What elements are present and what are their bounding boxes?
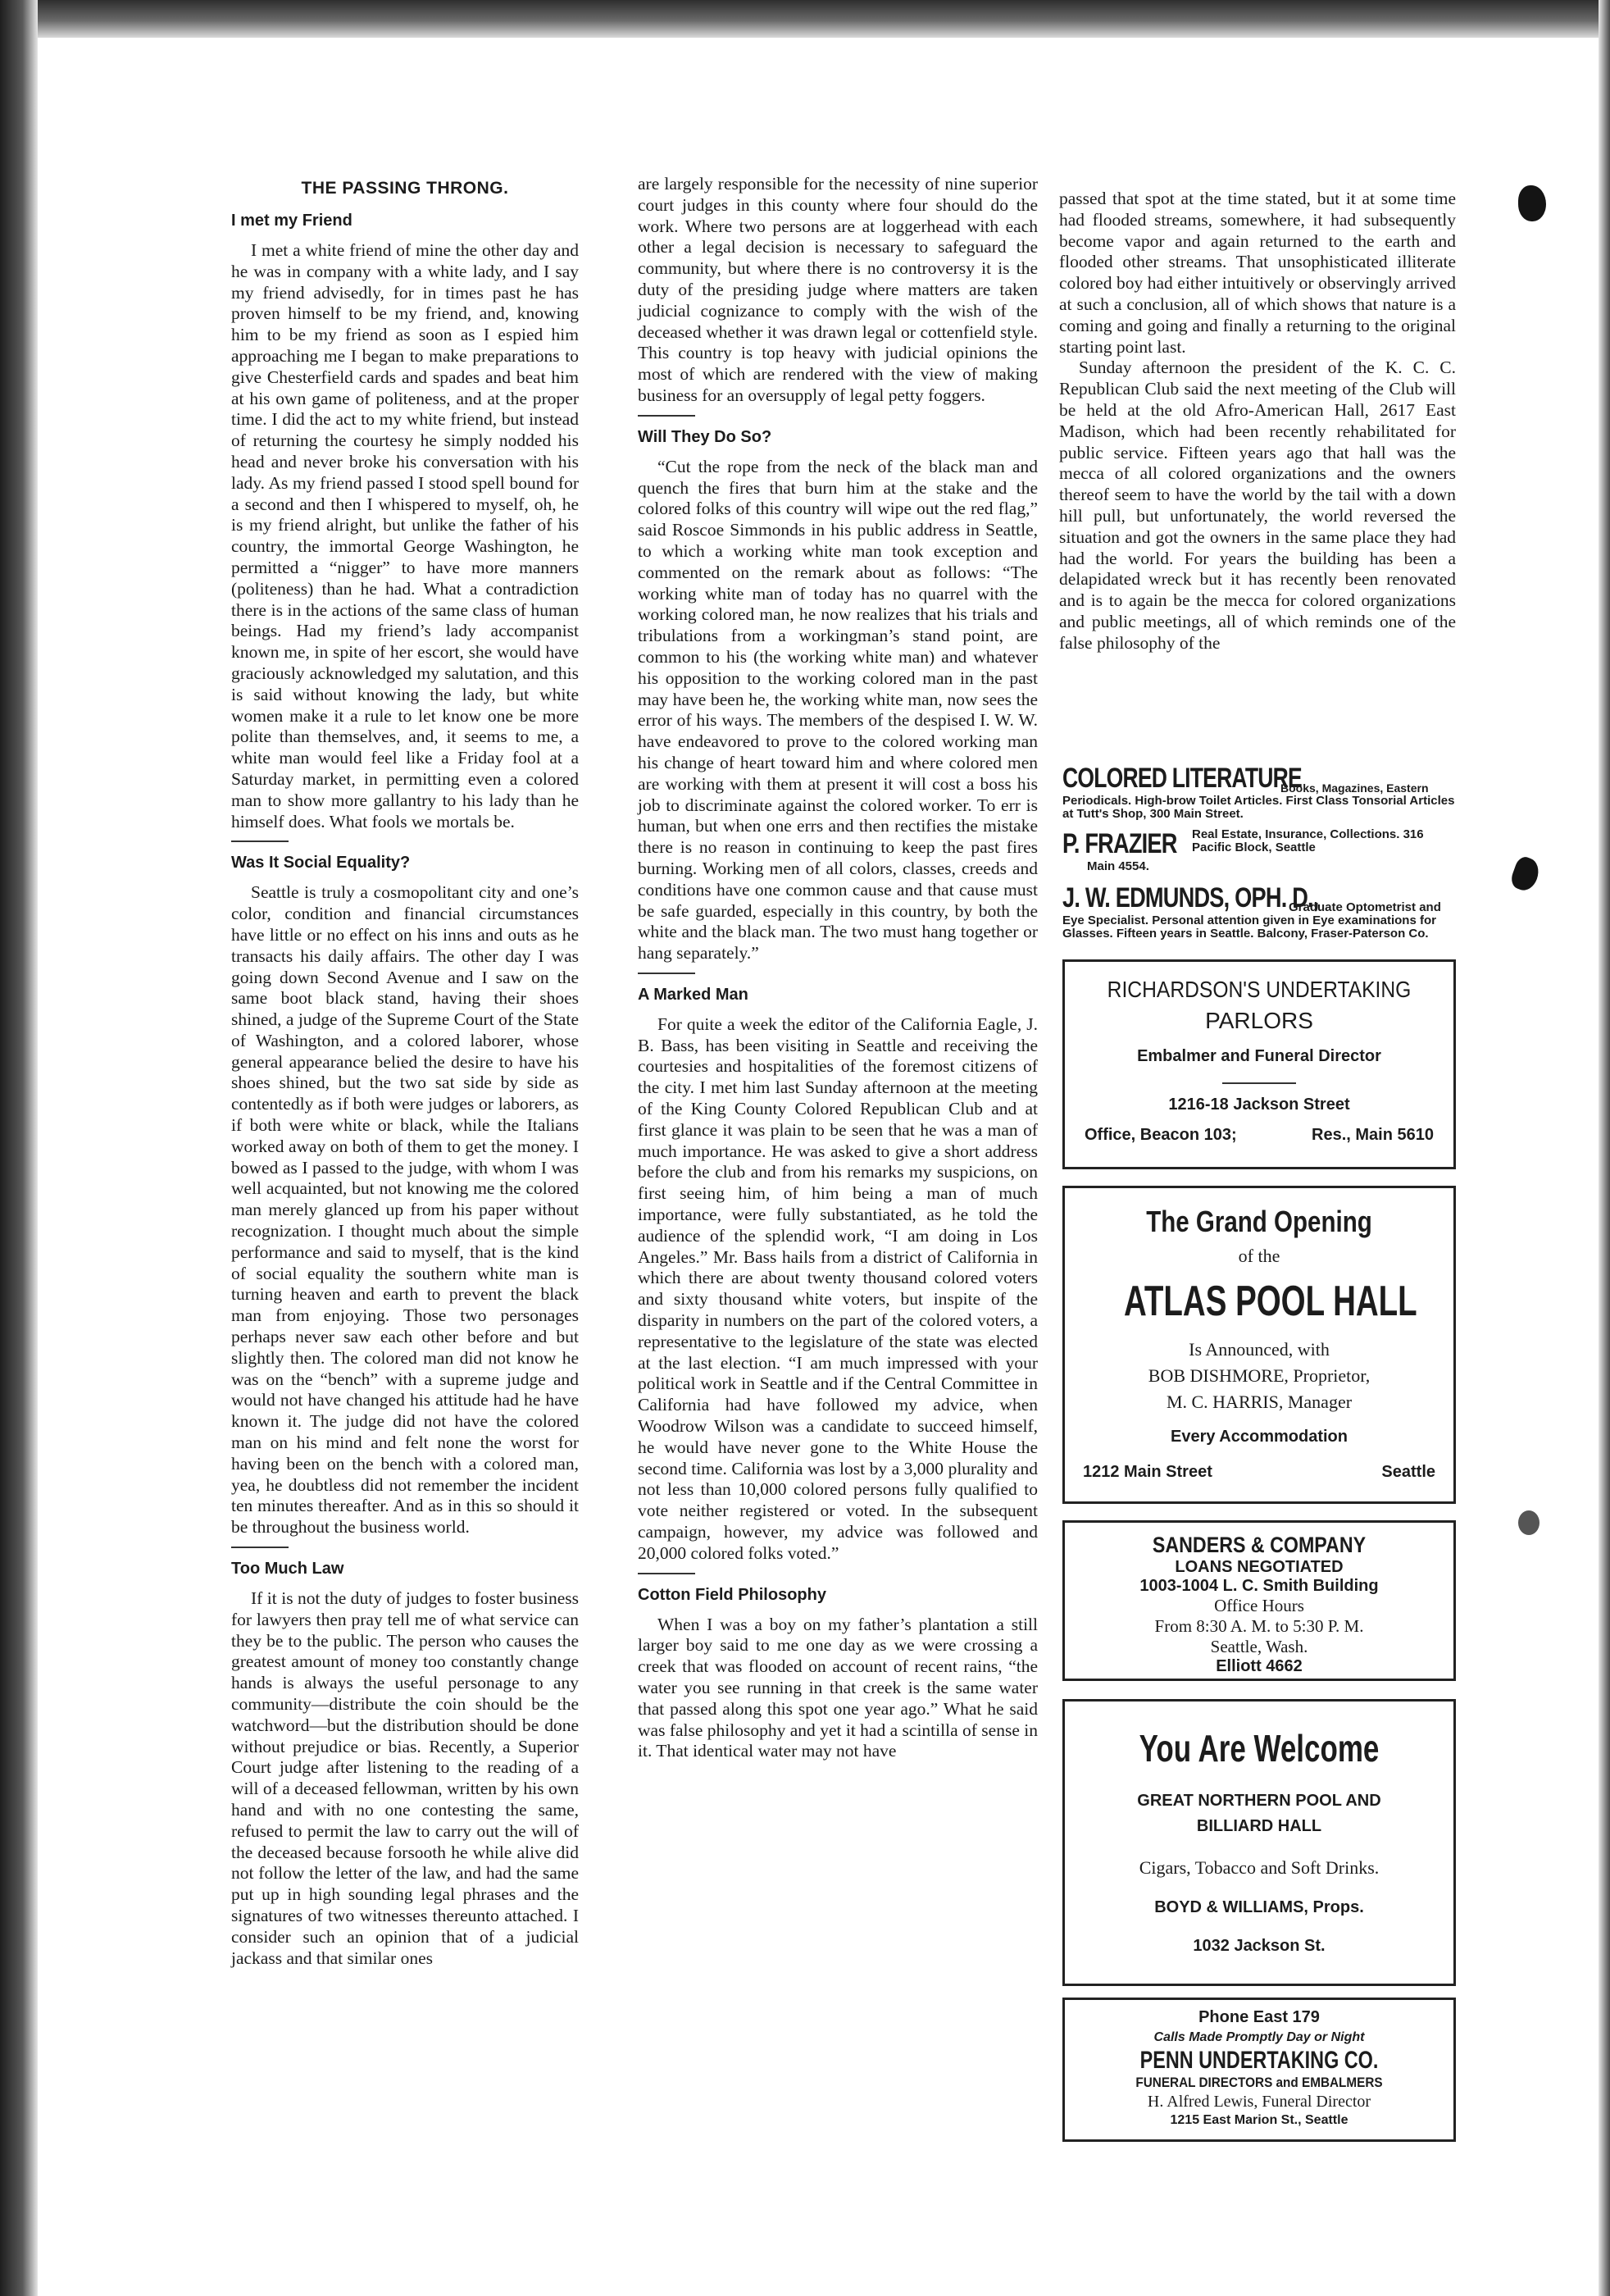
ad-text: H. Alfred Lewis, Funeral Director xyxy=(1147,2093,1371,2111)
ad-frazier xyxy=(1062,828,1456,873)
ad-text: Eye Specialist. Personal attention given in Eye examinations for Glasses. Fifteen years in Seattle. Balcony, Fraser-Paterson Co. xyxy=(1062,913,1436,941)
ad-title: ATLAS POOL HALL xyxy=(1123,1278,1417,1325)
article-paragraph: When I was a boy on my father’s plantation a still larger boy said to me one day as we were crossing a creek that was flooded on account of recent rains, “the water you see running in that creek is the same water that passed along this spot one year ago.” What he said was false philosophy and yet it had a scintilla of sense in it. That identical water may not have xyxy=(638,1614,1038,1761)
ad-title: P. FRAZIER xyxy=(1062,828,1177,859)
ink-blot xyxy=(1518,1510,1540,1535)
ad-text: Calls Made Promptly Day or Night xyxy=(1153,2030,1365,2044)
section-divider xyxy=(638,973,695,974)
ad-subtitle: FUNERAL DIRECTORS and EMBALMERS xyxy=(1135,2075,1383,2090)
ink-blot xyxy=(1518,185,1546,221)
ad-text: Office Hours xyxy=(1214,1596,1304,1615)
ad-address: 1216-18 Jackson Street xyxy=(1168,1096,1350,1114)
section-heading: A Marked Man xyxy=(638,985,748,1004)
ad-text: BOYD & WILLIAMS, Props. xyxy=(1154,1898,1364,1916)
ad-subtitle: LOANS NEGOTIATED xyxy=(1175,1558,1344,1576)
section-heading: Too Much Law xyxy=(231,1560,344,1578)
ad-phone: Phone East 179 xyxy=(1198,2008,1320,2026)
ad-penn-undertaking xyxy=(1062,1998,1456,2142)
ad-text: BOB DISHMORE, Proprietor, xyxy=(1148,1365,1371,1386)
section-heading: Will They Do So? xyxy=(638,427,772,446)
section-heading: Was It Social Equality? xyxy=(231,854,411,872)
ad-richardson xyxy=(1062,959,1456,1169)
ink-blot xyxy=(1508,854,1543,894)
scan-edge-top xyxy=(0,0,1610,38)
ad-colored-literature xyxy=(1062,763,1456,821)
ad-text: Graduate Optometrist and xyxy=(1289,900,1441,914)
ad-address: 1032 Jackson St. xyxy=(1193,1937,1326,1955)
column-3 xyxy=(1059,189,1456,654)
ad-title: The Grand Opening xyxy=(1146,1205,1372,1238)
article-paragraph: passed that spot at the time stated, but it at some time had flooded streams, somewhere, it had subsequently become vapor and again returned to the earth and flooded other streams. That unsophisticated illiterate colored boy had either intuitively or observingly arrived at such a conclusion, all of which shows that nature is a coming and going and finally a returning to the original starting point last. xyxy=(1059,189,1456,357)
ad-title: PENN UNDERTAKING CO. xyxy=(1139,2047,1379,2074)
ad-text: Is Announced, with xyxy=(1189,1339,1330,1360)
ad-title: SANDERS & COMPANY xyxy=(1152,1533,1367,1557)
column-1 xyxy=(231,174,579,1969)
ad-text: Every Accommodation xyxy=(1171,1428,1348,1446)
masthead: THE PASSING THRONG. xyxy=(301,179,509,198)
ad-text: of the xyxy=(1238,1246,1280,1266)
ad-text: Books, Magazines, Eastern xyxy=(1280,781,1429,795)
ad-phone: Main 4554. xyxy=(1087,859,1149,873)
article-paragraph: Seattle is truly a cosmopolitant city and one’s color, condition and financial circumstances have little or no effect on his inns and outs as he transacts his daily affairs. The other day I was going down Second Avenue and I saw on the same boot black stand, having their shoes shined, a judge of the Supreme Court of the State of Washington, and a colored laborer, whose general appearance belied the desire to have his shoes shined, but the two sat side by side as contentedly as if both were judges or laborers, as if both were white or black, while the Italians worked away on both of them to get the money. I bowed as I passed to the judge, with whom I was well acquainted, but not knowing me the colored man merely glanced up from his paper without recognization. I thought much about the simple performance and said to myself, that is the kind of social equality the southern white man is turning heaven and earth to prevent the black man from enjoying. Those two personages perhaps never saw each other before and but slightly then. The colored man did not know he was on the “bench” with a supreme judge and would not have changed his attitude had he have known it. The judge did not have the colored man on his mind and felt none the worst for having been on the bench with a colored man, yea, he doubtless did not remember the incident ten minutes thereafter. And as in this so should it be throughout the business world. xyxy=(231,882,579,1538)
ad-text: Real Estate, Insurance, Collections. 316 Pacific Block, Seattle xyxy=(1192,827,1424,854)
ad-great-northern xyxy=(1062,1699,1456,1986)
ad-subtitle: GREAT NORTHERN POOL AND xyxy=(1137,1792,1381,1810)
article-paragraph: Sunday afternoon the president of the K. C. C. Republican Club said the next meeting of the Club will be held at the old Afro-American Hall, 2617 East Madison, which had been recently rehabilitated for public service. Fifteen years ago that hall was the mecca of all colored organizations and the owners thereof seem to have the world by the tail with a down hill pull, but unfortunately, the world reversed the situation and got the owners in the same place they had had the world. For years the building has been a delapidated wreck but it has recently been renovated and is to again be the mecca for colored organizations and public meetings, all of which reminds one of the false philosophy of the xyxy=(1059,358,1456,653)
ad-city: Seattle xyxy=(1381,1463,1435,1481)
section-heading: I met my Friend xyxy=(231,212,352,230)
ad-text: Periodicals. High-brow Toilet Articles. First Class Tonsorial Articles at Tutt's Shop, 300 Main Street. xyxy=(1062,794,1455,821)
ad-address: 1003-1004 L. C. Smith Building xyxy=(1139,1577,1379,1595)
ad-text: From 8:30 A. M. to 5:30 P. M. xyxy=(1154,1616,1364,1636)
article-paragraph: “Cut the rope from the neck of the black man and quench the fires that burn him at the stake and the colored folks of this country will wipe out the red flag,” said Roscoe Simmonds in his public address in Seattle, to which a working white man took exception and commented on the remark about as follows: “The working white man of today has no quarrel with the working colored man, he now realizes that his trials and tribulations from a workingman’s stand point, are common to his (the working white man) and whatever his opposition to the working colored man in the past may have been he, the working white man, now sees the error of his ways. The members of the despised I. W. W. have endeavored to prove to the colored working man his change of heart toward him and where colored men are working with them at present it will cost a boss his job to discriminate against the colored worker. To err is human, but when one errs and then rectifies the mistake there is no reason in continuing to keep the past fires burning. Working men of all colors, classes, creeds and conditions have one common cause and that cause must be safe guarded, especially in this country, by both the white and the black man. The two must hang together or hang separately.” xyxy=(638,456,1038,963)
ad-atlas-pool-hall xyxy=(1062,1186,1456,1504)
scan-edge-left xyxy=(0,0,38,2296)
ad-address: 1215 East Marion St., Seattle xyxy=(1170,2113,1348,2127)
ad-title: You Are Welcome xyxy=(1139,1727,1380,1770)
section-heading: Cotton Field Philosophy xyxy=(638,1585,826,1604)
ad-text: Seattle, Wash. xyxy=(1210,1637,1308,1656)
ad-phone: Res., Main 5610 xyxy=(1312,1126,1434,1144)
article-paragraph: For quite a week the editor of the California Eagle, J. B. Bass, has been visiting in Seattle and receiving the courtesies and hospitalities of the foremost citizens of the city. I met him last Sunday afternoon at the meeting of the King County Colored Republican Club and at first glance it was plain to be seen that he was a man of much importance. He was asked to give a short address before the club and from his remarks my suspicions, on first seeing him, of him being a man of much importance, were fully substantiated, as he told the audience of the splendid work, “I am doing in Los Angeles.” Mr. Bass hails from a district of California in which there are about twenty thousand colored voters and sixty thousand white voters, but inspite of the disparity in numbers on the part of the colored voters, a representative to the legislature of the state was elected at the last election. “I am much impressed with your political work in Seattle and if the Central Committee in California had have followed my advice, when Woodrow Wilson was a candidate to succeed himself, he would have never gone to the White House the second time. California was lost by a 3,000 plurality and not less than 10,000 colored persons fully qualified to vote neither registered or voted. In the subsequent campaign, however, my advice was followed and 20,000 colored folks voted.” xyxy=(638,1014,1038,1563)
article-paragraph: are largely responsible for the necessity of nine superior court judges in this county where four should do the work. Where two persons are at loggerhead with each other a legal decision is necessary to safeguard the community, but where there is no controversy it is the duty of the presiding judge where matters are taken judicial cognizance to comply with the wish of the deceased whether it was drawn legal or cottenfield style. This country is top heavy with judicial opinions the most of which are rendered with the view of making business for an oversupply of legal petty foggers. xyxy=(638,174,1038,405)
ad-phone: Elliott 4662 xyxy=(1216,1657,1303,1675)
ad-divider xyxy=(1222,1082,1296,1084)
column-2 xyxy=(638,174,1038,1762)
section-divider xyxy=(231,840,289,842)
ad-address: 1212 Main Street xyxy=(1083,1463,1212,1481)
ad-text: M. C. HARRIS, Manager xyxy=(1166,1392,1353,1412)
ad-subtitle: BILLIARD HALL xyxy=(1196,1817,1322,1835)
ad-sanders-company xyxy=(1062,1520,1456,1681)
ad-text: Cigars, Tobacco and Soft Drinks. xyxy=(1139,1857,1380,1878)
article-paragraph: I met a white friend of mine the other day and he was in company with a white lady, and I say my friend advisedly, for in times past he has proven himself to be my friend, and, knowing him to be my friend as soon as I espied him approaching me I began to make preparations to give Chesterfield cards and spades and beat him at his own game of politeness, and at the proper time. I did the act to my white friend, but instead of returning the courtesy he simply nodded his head and never broke his conversation with his lady. As my friend passed I stood spell bound for a second and then I whispered to myself, oh, he is my friend alright, but unlike the father of his country, the immortal George Washington, he permitted a “nigger” to have more manners (politeness) than he had. What a contradiction there is in the actions of the same class of human beings. Had my friend’s lady accompanist known me, in spite of her escort, she would have graciously acknowledged my salutation, and this is said without knowing the lady, but white women make it a rule to let know one be more polite than themselves, and, it seems to me, a white man would feel like a Friday fool at a Saturday market, in permitting even a colored man to show more gallantry to his lady than he himself does. What fools we mortals be. xyxy=(231,240,579,831)
section-divider xyxy=(638,1573,695,1574)
ad-title: COLORED LITERATURE xyxy=(1062,763,1302,794)
scan-edge-right xyxy=(1599,0,1610,2296)
ad-title: PARLORS xyxy=(1205,1008,1313,1033)
ad-phone: Office, Beacon 103; xyxy=(1085,1126,1237,1144)
ad-edmunds xyxy=(1062,882,1456,941)
section-divider xyxy=(638,415,695,417)
ad-subtitle: Embalmer and Funeral Director xyxy=(1137,1047,1381,1065)
section-divider xyxy=(231,1547,289,1548)
ad-title: RICHARDSON'S UNDERTAKING xyxy=(1107,977,1412,1002)
article-paragraph: If it is not the duty of judges to foster business for lawyers then pray tell me of what service can they be to the public. The person who causes the greatest amount of money too constantly change hands is always the useful personage to any community—distribute the coin should be the watchword—but the distribution should be done without prejudice or bias. Recently, a Superior Court judge after listening to the reading of a will of a deceased fellowman, written by his own hand and with no one contesting the same, refused to permit the law to carry out the will of the deceased because forsooth he while alive did not follow the letter of the law, and had the same put up in high sounding legal phrases and the signatures of two witnesses thereunto attached. I consider such an opinion that of a judicial jackass and that similar ones xyxy=(231,1588,579,1968)
ad-title: J. W. EDMUNDS, OPH. D., xyxy=(1062,882,1319,913)
